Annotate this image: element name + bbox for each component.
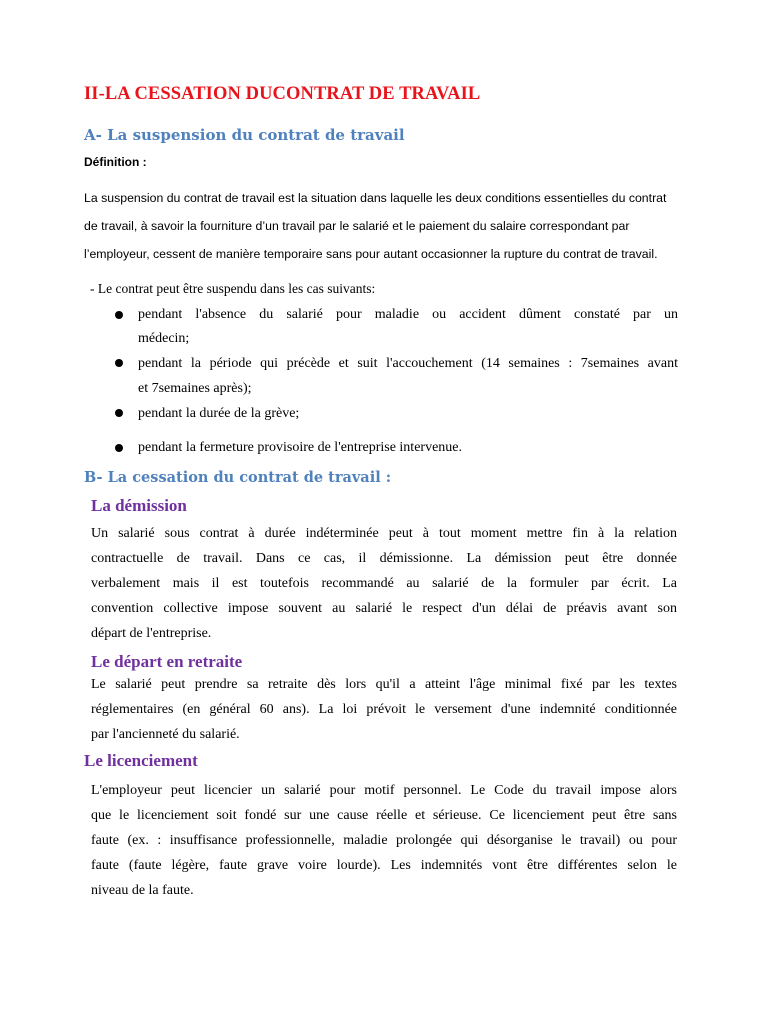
- paragraph-line: contractuelle de travail. Dans ce cas, il démissionne. La démission peut être donnée: [91, 551, 677, 566]
- paragraph-line: par l'ancienneté du salarié.: [91, 727, 240, 742]
- paragraph-line: que le licenciement soit fondé sur une cause réelle et sérieuse. Ce licenciement peut être sans: [91, 808, 677, 823]
- retraite-heading: Le départ en retraite: [91, 652, 243, 671]
- paragraph-line: niveau de la faute.: [91, 883, 194, 898]
- section-a-title: A- La suspension du contrat de travail: [84, 126, 405, 144]
- paragraph-line: verbalement mais il est toutefois recommandé au salarié de la formuler par écrit. La: [91, 576, 677, 591]
- list-item-text: pendant la durée de la grève;: [138, 406, 300, 421]
- paragraph-line: convention collective impose souvent au salarié le respect d'un délai de préavis avant son: [91, 601, 677, 616]
- paragraph-line: départ de l'entreprise.: [91, 626, 212, 641]
- definition-line: de travail, à savoir la fourniture d’un travail par le salarié et le paiement du salaire correspondant par: [84, 219, 630, 233]
- definition-line: l’employeur, cessent de manière temporaire sans pour autant occasionner la rupture du contrat de travail.: [84, 247, 658, 261]
- bullet-icon: [114, 408, 124, 418]
- document-title: II-LA CESSATION DUCONTRAT DE TRAVAIL: [84, 84, 481, 104]
- section-b-title: B- La cessation du contrat de travail :: [84, 469, 392, 486]
- licenciement-paragraph: [91, 778, 677, 903]
- demission-paragraph: [91, 521, 677, 646]
- paragraph-line: L'employeur peut licencier un salarié pour motif personnel. Le Code du travail impose alors: [91, 783, 677, 798]
- list-item-text: et 7semaines après);: [138, 381, 252, 396]
- paragraph-line: Le salarié peut prendre sa retraite dès lors qu'il a atteint l'âge minimal fixé par les textes: [91, 677, 677, 692]
- definition-line: La suspension du contrat de travail est la situation dans laquelle les deux conditions essentielles du contrat: [84, 191, 667, 205]
- list-item-text: pendant la fermeture provisoire de l'entreprise intervenue.: [138, 440, 462, 455]
- paragraph-line: réglementaires (en général 60 ans). La loi prévoit le versement d'une indemnité conditionnée: [91, 702, 677, 717]
- list-item-text: médecin;: [138, 331, 190, 346]
- list-item-text: pendant la période qui précède et suit l'accouchement (14 semaines : 7semaines avant: [138, 356, 678, 371]
- licenciement-heading: Le licenciement: [84, 751, 198, 770]
- definition-paragraph: [84, 184, 760, 268]
- retraite-paragraph: [91, 672, 677, 747]
- demission-heading: La démission: [91, 496, 187, 515]
- bullet-icon: [114, 310, 124, 320]
- bullet-icon: [114, 358, 124, 368]
- cases-intro: - Le contrat peut être suspendu dans les cas suivants:: [90, 281, 376, 296]
- paragraph-line: Un salarié sous contrat à durée indéterminée peut à tout moment mettre fin à la relation: [91, 526, 677, 541]
- definition-label: Définition :: [84, 155, 147, 169]
- paragraph-line: faute (ex. : insuffisance professionnelle, maladie prolongée qui désorganise le travail) ou pour: [91, 833, 677, 848]
- bullet-icon: [114, 443, 124, 453]
- list-item-text: pendant l'absence du salarié pour maladie ou accident dûment constaté par un: [138, 307, 678, 322]
- paragraph-line: faute (faute légère, faute grave voire lourde). Les indemnités vont être différentes selon le: [91, 858, 677, 873]
